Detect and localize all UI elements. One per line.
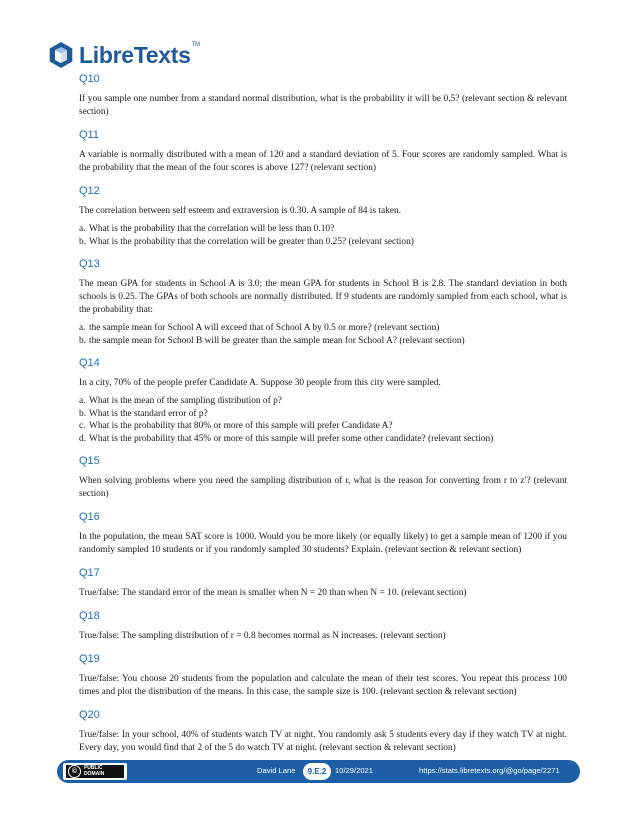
question-q20	[79, 708, 567, 755]
sub-question-label: a.	[79, 396, 86, 406]
question-title: Q20	[79, 709, 100, 721]
license-badge[interactable]	[63, 763, 127, 780]
brand-name: LibreTexts™	[79, 41, 200, 68]
question-title: Q10	[79, 73, 100, 85]
question-text: True/false: The sampling distribution of r = 0.8 becomes normal as N increases. (relevant section)	[79, 631, 446, 641]
sub-question-text: the sample mean for School A will exceed that of School A by 0.5 or more? (relevant section)	[89, 323, 440, 333]
question-text: A variable is normally distributed with a mean of 120 and a standard deviation of 5. Four scores are randomly sampled. What is the probability that the mean of the four scores is above 127? (relevant section)	[79, 150, 567, 173]
question-title: Q17	[79, 567, 100, 579]
question-title: Q15	[79, 455, 100, 467]
footer-date: 10/29/2021	[335, 766, 374, 775]
sub-question	[79, 408, 567, 421]
sub-question-text: What is the probability that the correlation will be less than 0.10?	[89, 224, 335, 234]
footer-url[interactable]: https://stats.libretexts.org/@go/page/2271	[419, 766, 560, 775]
page-footer	[57, 760, 580, 783]
question-list	[79, 72, 567, 764]
question-title: Q12	[79, 185, 100, 197]
question-text: The correlation between self esteem and extraversion is 0.30. A sample of 84 is taken.	[79, 206, 402, 216]
sub-question-list	[79, 395, 567, 445]
question-q13	[79, 257, 567, 347]
sub-question-text: What is the probability that 45% or more of this sample will prefer some other candidate? (relevant section)	[89, 433, 494, 444]
sub-question-label: c.	[79, 421, 86, 431]
page-number-badge: 9.E.2	[303, 763, 331, 780]
question-q18	[79, 609, 567, 643]
sub-question-list	[79, 223, 567, 248]
question-title: Q13	[79, 258, 100, 270]
question-text: The mean GPA for students in School A is 3.0; the mean GPA for students in School B is 2.8. The standard deviation in both schools is 0.25. The GPAs of both schools are normally distributed. If 9 students are randomly sampled from each school, what is the probability that:	[79, 279, 567, 315]
sub-question-text: What is the probability that the correlation will be greater than 0.25? (relevant section)	[89, 236, 414, 247]
sub-question	[79, 236, 567, 249]
sub-question	[79, 223, 567, 236]
question-title: Q18	[79, 610, 100, 622]
question-title: Q14	[79, 357, 100, 369]
sub-question-label: b.	[79, 335, 87, 346]
sub-question-label: a.	[79, 323, 86, 333]
question-q12	[79, 184, 567, 248]
sub-question	[79, 335, 567, 348]
question-text: In the population, the mean SAT score is 1000. Would you be more likely (or equally likely) to get a sample mean of 1200 if you randomly sampled 10 students or if you randomly sampled 30 students? Explain. (relevant section & relevant section)	[79, 532, 567, 555]
sub-question-label: b.	[79, 408, 87, 419]
question-text: True/false: The standard error of the mean is smaller when N = 20 than when N = 10. (relevant section)	[79, 588, 467, 598]
sub-question	[79, 322, 567, 335]
question-text: In a city, 70% of the people prefer Candidate A. Suppose 30 people from this city were sampled.	[79, 378, 441, 388]
question-text: When solving problems where you need the sampling distribution of r, what is the reason for converting from r to z′? (relevant section)	[79, 476, 567, 499]
question-q19	[79, 652, 567, 699]
sub-question-label: d.	[79, 433, 87, 444]
question-text: True/false: In your school, 40% of students watch TV at night. You randomly ask 5 students every day if they watch TV at night. Every day, you would find that 2 of the 5 do watch TV at night. (relevant section & relevant section)	[79, 730, 567, 753]
sub-question-label: b.	[79, 236, 87, 247]
sub-question-text: the sample mean for School B will be greater than the sample mean for School A? (relevant section)	[89, 335, 465, 346]
sub-question-label: a.	[79, 224, 86, 234]
sub-question-text: What is the probability that 80% or more of this sample will prefer Candidate A?	[89, 421, 393, 431]
question-title: Q19	[79, 653, 100, 665]
question-q14	[79, 356, 567, 445]
sub-question	[79, 420, 567, 433]
libretexts-logo[interactable]	[47, 38, 200, 72]
question-q17	[79, 566, 567, 600]
question-title: Q11	[79, 129, 99, 141]
sub-question-list	[79, 322, 567, 347]
question-q10	[79, 72, 567, 119]
sub-question	[79, 433, 567, 446]
question-q16	[79, 510, 567, 557]
sub-question-text: What is the standard error of p?	[89, 408, 208, 419]
license-label: PUBLIC DOMAIN	[83, 765, 105, 777]
question-q15	[79, 454, 567, 501]
public-domain-icon: ©	[68, 765, 81, 778]
question-title: Q16	[79, 511, 100, 523]
footer-author: David Lane	[257, 766, 296, 775]
sub-question	[79, 395, 567, 408]
question-q11	[79, 128, 567, 175]
question-text: True/false: You choose 20 students from the population and calculate the mean of their test scores. You repeat this process 100 times and plot the distribution of the means. In this case, the sample size is 100. (relevant section & relevant section)	[79, 674, 567, 697]
libretexts-logo-icon	[47, 41, 75, 69]
sub-question-text: What is the mean of the sampling distribution of p?	[89, 396, 282, 406]
question-text: If you sample one number from a standard normal distribution, what is the probability it will be 0.5? (relevant section & relevant section)	[79, 94, 567, 117]
